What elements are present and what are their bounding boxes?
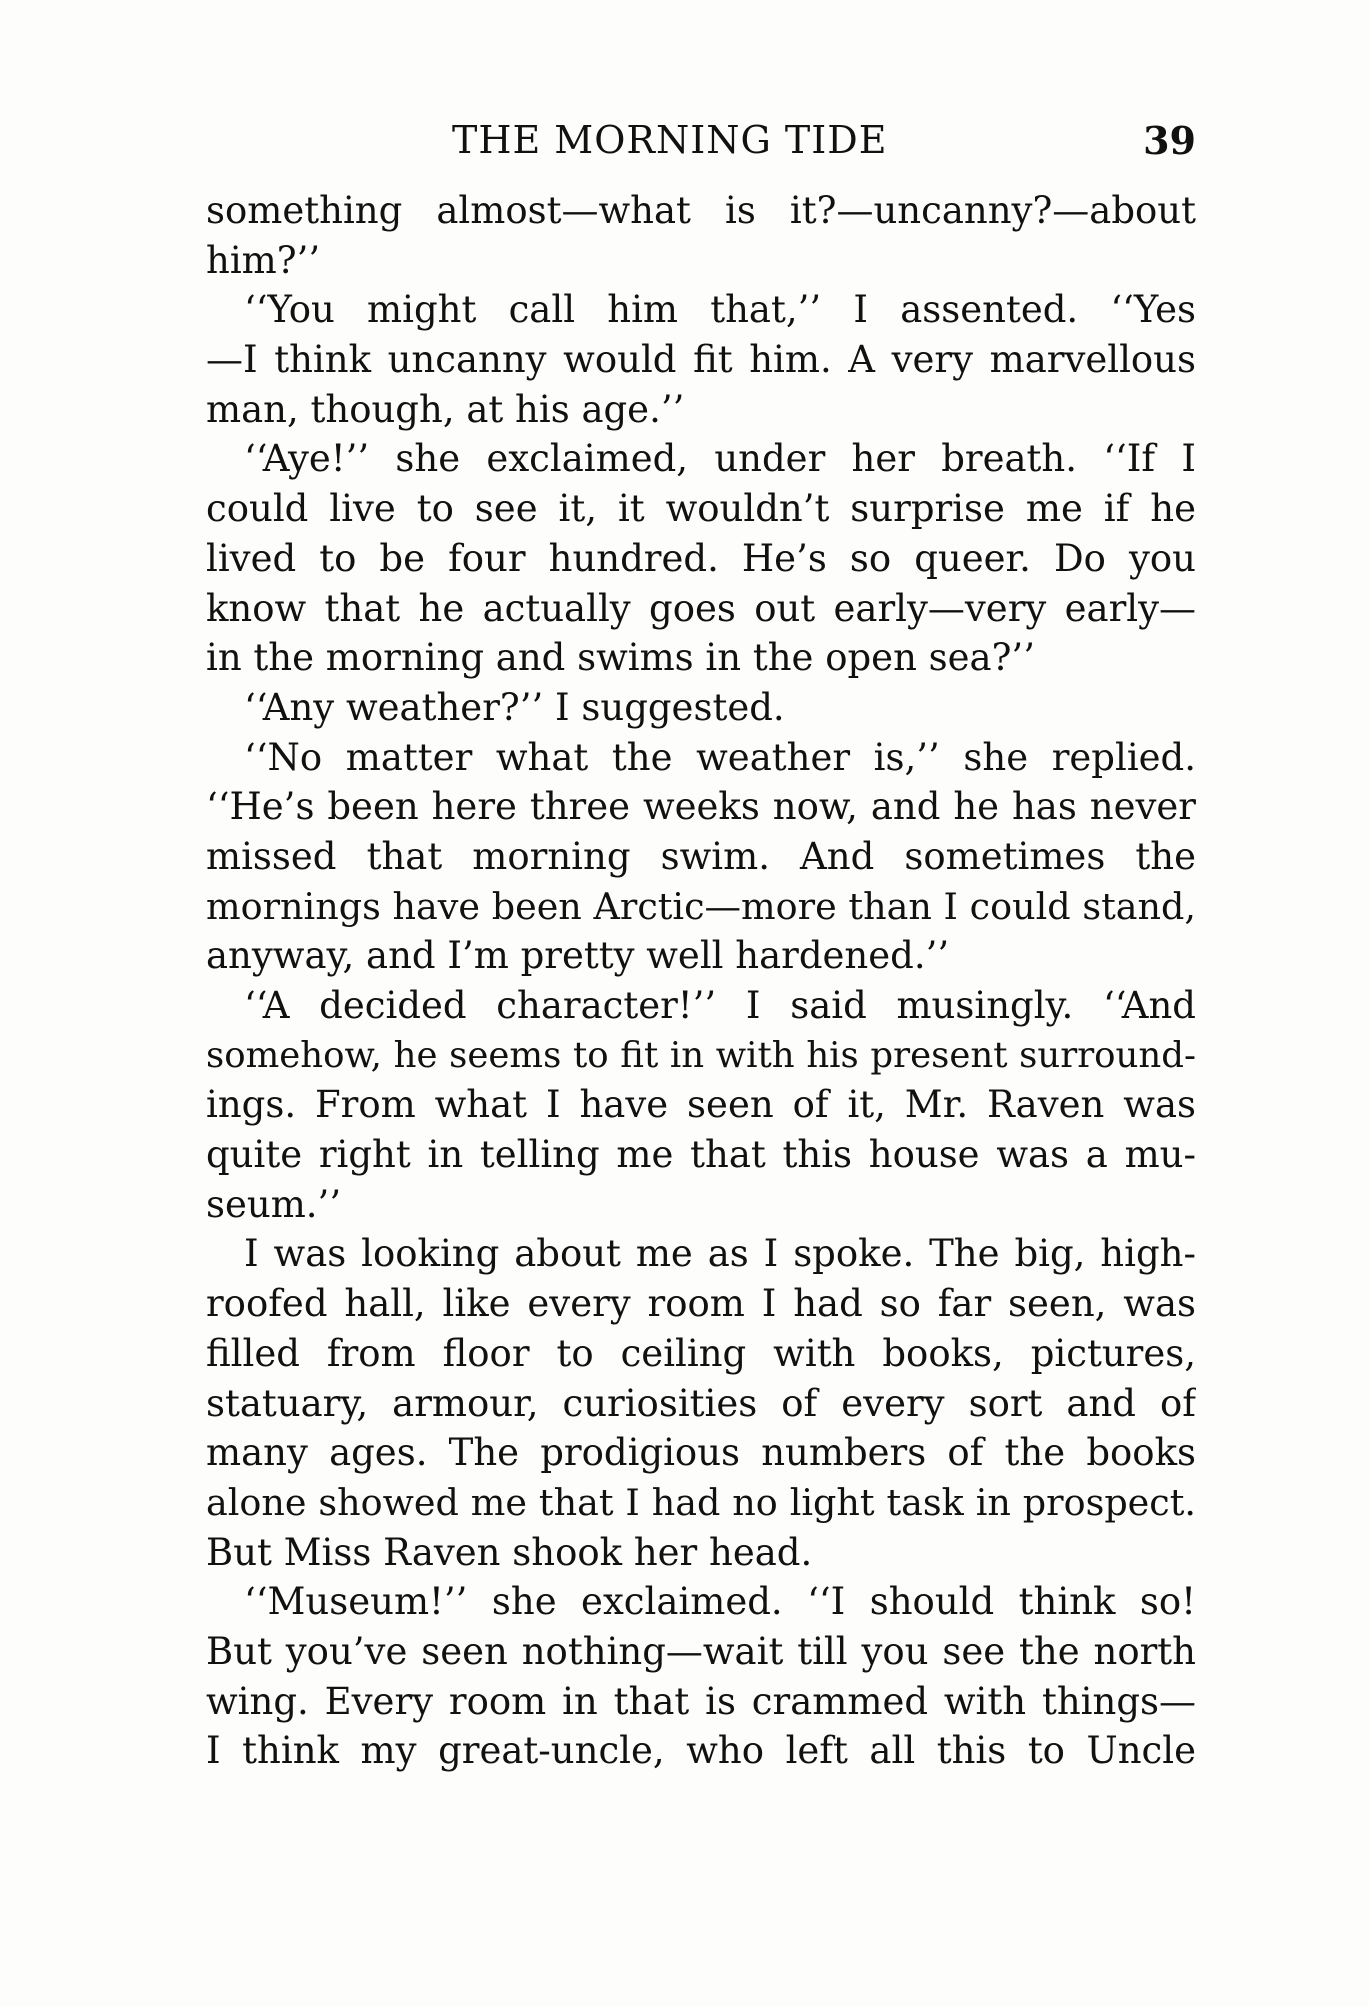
body-text — [206, 186, 1196, 1776]
page-header — [206, 118, 1196, 174]
text-line: could live to see it, it wouldn’t surprise me if he — [206, 487, 1196, 531]
text-line: But Miss Raven shook her head. — [206, 1530, 813, 1574]
text-line: ‘‘Any weather?’’ I suggested. — [244, 685, 785, 729]
text-line: I was looking about me as I spoke. The big, high- — [244, 1232, 1196, 1276]
text-line: ‘‘He’s been here three weeks now, and he has never — [206, 785, 1196, 829]
text-line: ‘‘A decided character!’’ I said musingly. ‘‘And — [244, 984, 1196, 1027]
text-line: ‘‘No matter what the weather is,’’ she replied. — [244, 735, 1196, 779]
text-line: filled from floor to ceiling with books, pictures, — [206, 1331, 1196, 1375]
page-number: 39 — [1143, 118, 1196, 163]
text-line: But you’ve seen nothing—wait till you see the north — [206, 1629, 1196, 1673]
text-line: somehow, he seems to fit in with his present surround- — [206, 1034, 1196, 1076]
text-line: in the morning and swims in the open sea?’’ — [206, 636, 1035, 680]
text-line: mornings have been Arctic—more than I could stand, — [206, 884, 1196, 928]
text-line: I think my great-uncle, who left all this to Uncle — [206, 1729, 1196, 1773]
text-line: ‘‘You might call him that,’’ I assented. ‘‘Yes — [244, 288, 1196, 332]
text-line: anyway, and I’m pretty well hardened.’’ — [206, 934, 950, 978]
text-line: quite right in telling me that this house was a mu- — [206, 1133, 1196, 1177]
text-line: alone showed me that I had no light task in prospect. — [206, 1480, 1196, 1524]
text-line: ings. From what I have seen of it, Mr. Raven was — [206, 1083, 1196, 1127]
text-line: ‘‘Museum!’’ she exclaimed. ‘‘I should think so! — [244, 1580, 1196, 1624]
text-line: him?’’ — [206, 238, 321, 282]
text-line: wing. Every room in that is crammed with things— — [206, 1679, 1196, 1723]
text-line: statuary, armour, curiosities of every sort and of — [206, 1381, 1196, 1425]
text-line: know that he actually goes out early—very early— — [206, 586, 1196, 630]
text-line: missed that morning swim. And sometimes the — [206, 834, 1196, 878]
running-title: THE MORNING TIDE — [452, 118, 888, 162]
text-line: lived to be four hundred. He’s so queer. Do you — [206, 536, 1196, 580]
text-line: —I think uncanny would fit him. A very marvellous — [206, 338, 1196, 382]
text-line: something almost—what is it?—uncanny?—about — [206, 189, 1196, 232]
text-line: seum.’’ — [206, 1182, 342, 1226]
text-line: many ages. The prodigious numbers of the books — [206, 1431, 1196, 1475]
text-line: ‘‘Aye!’’ she exclaimed, under her breath. ‘‘If I — [244, 437, 1196, 481]
text-line: roofed hall, like every room I had so far seen, was — [206, 1282, 1196, 1326]
text-line: man, though, at his age.’’ — [206, 387, 685, 431]
